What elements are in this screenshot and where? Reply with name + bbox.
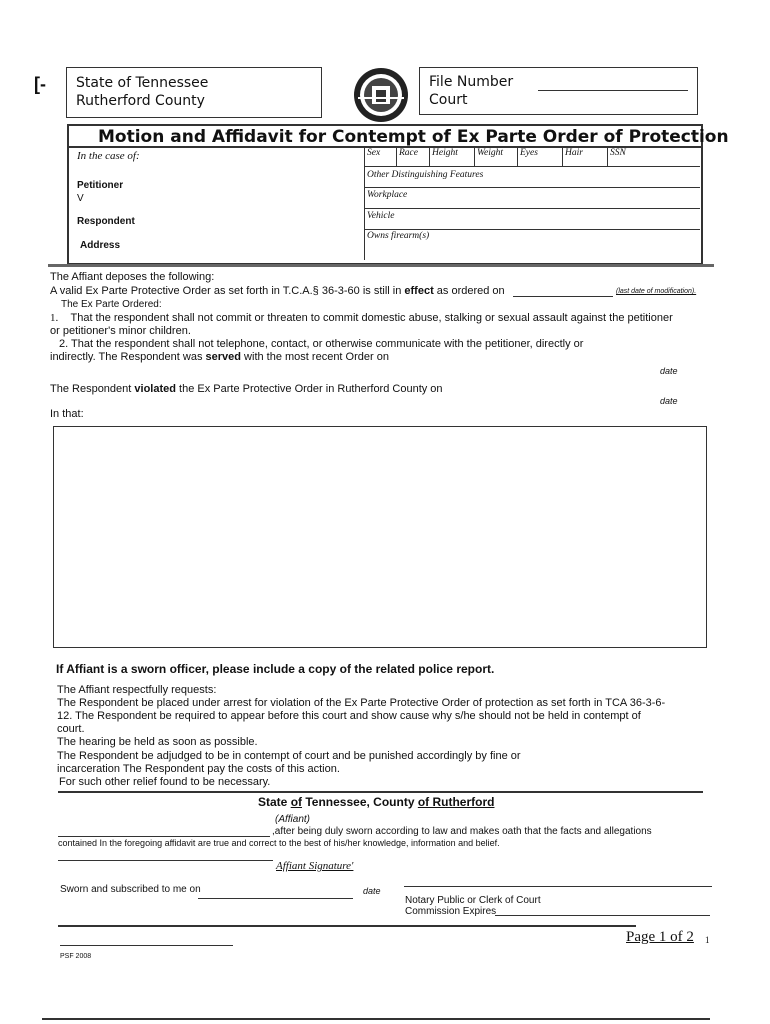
- grid-row: [364, 229, 700, 230]
- item2-pre: indirectly. The Respondent was: [50, 351, 206, 363]
- date-label-1: date: [660, 366, 678, 376]
- state-line: State of Tennessee: [76, 75, 209, 91]
- oath-rule: [58, 791, 703, 793]
- affiant-label: (Affiant): [275, 814, 311, 825]
- grid-col: [562, 146, 563, 166]
- item1-text: That the respondent shall not commit or threaten to commit domestic abuse, stalking or sexual assault against the petitioner: [70, 312, 673, 324]
- features-cell[interactable]: Other Distinguishing Features: [367, 170, 484, 180]
- sworn-date-line[interactable]: [198, 898, 353, 899]
- valid-order-pre: A valid Ex Parte Protective Order as set forth in T.C.A.§ 36-3-60 is still in: [50, 285, 405, 297]
- modification-date-line[interactable]: [513, 296, 613, 297]
- bottom-rule: [42, 1018, 710, 1020]
- last-date-note: (last date of modification).: [616, 288, 697, 295]
- notary-label: Notary Public or Clerk of Court: [405, 895, 541, 906]
- valid-order-post: as ordered on: [433, 285, 505, 297]
- request-line: court.: [57, 723, 85, 735]
- descriptor-grid: [364, 146, 701, 260]
- grid-row: [364, 208, 700, 209]
- footer-short-line: [60, 945, 233, 946]
- violated-word: violated: [134, 383, 176, 395]
- affiant-deposes: The Affiant deposes the following:: [50, 271, 215, 283]
- petitioner-label: Petitioner: [77, 180, 124, 191]
- request-line: The Affiant respectfully requests:: [57, 684, 217, 696]
- race-cell[interactable]: Race: [399, 148, 418, 158]
- request-line: 12. The Respondent be required to appear before this court and show cause why s/he should not be held in contempt of: [57, 710, 641, 722]
- signature-line[interactable]: [58, 860, 273, 861]
- address-label: Address: [80, 240, 121, 251]
- state-mid: Tennessee, County: [302, 795, 418, 809]
- grid-row: [364, 187, 700, 188]
- date-label-2: date: [660, 396, 678, 406]
- grid-col: [396, 146, 397, 166]
- item2-post: with the most recent Order on: [241, 351, 389, 363]
- effect-word: effect: [404, 285, 434, 297]
- grid-row: [364, 166, 700, 167]
- county-seal: [352, 66, 410, 124]
- in-the-case-of: In the case of:: [77, 150, 140, 162]
- officer-note: If Affiant is a sworn officer, please include a copy of the related police report.: [56, 662, 495, 676]
- valid-order-line: [50, 285, 505, 298]
- file-number-box: [419, 67, 698, 115]
- state-pre: State: [258, 795, 291, 809]
- grid-col: [474, 146, 475, 166]
- item1-line-b: or petitioner's minor children.: [50, 325, 191, 337]
- height-cell[interactable]: Height: [432, 148, 458, 158]
- form-id: PSF 2008: [60, 953, 92, 960]
- commission-label: Commission Expires: [405, 906, 497, 917]
- county-of: of Rutherford: [417, 795, 495, 809]
- request-line: The Respondent be placed under arrest for violation of the Ex Parte Protective Order of protection as set forth in TCA 36-3-6-: [57, 697, 666, 709]
- request-line: The hearing be held as soon as possible.: [57, 736, 258, 748]
- violated-line: [50, 383, 443, 396]
- violated-post: the Ex Parte Protective Order in Rutherford County on: [175, 383, 443, 395]
- firearms-cell[interactable]: Owns firearm(s): [367, 231, 430, 241]
- corner-mark: [-: [34, 74, 46, 94]
- served-word: served: [205, 351, 241, 363]
- oath-text-2: contained In the foregoing affidavit are true and correct to the best of his/her knowledge, information and belief.: [58, 838, 500, 848]
- affiant-signature-label: Affiant Signature': [276, 860, 354, 872]
- page-indicator: Page 1 of 2: [626, 929, 694, 945]
- ssn-cell[interactable]: SSN: [610, 148, 626, 158]
- affiant-name-line[interactable]: [58, 836, 270, 837]
- notary-signature-line[interactable]: [404, 886, 712, 887]
- sworn-label: Sworn and subscribed to me on: [60, 884, 201, 895]
- eyes-cell[interactable]: Eyes: [520, 148, 538, 158]
- request-line: The Respondent be adjudged to be in contempt of court and be punished accordingly by fine or: [57, 750, 521, 762]
- item2-line-b: [50, 351, 389, 364]
- weight-cell[interactable]: Weight: [477, 148, 504, 158]
- item2-line-a: 2. That the respondent shall not telephone, contact, or otherwise communicate with the petitioner, directly or: [59, 338, 584, 350]
- section-rule: [48, 264, 714, 267]
- sworn-date-label: date: [363, 886, 381, 896]
- request-line: incarceration The Respondent pay the costs of this action.: [57, 763, 340, 775]
- hair-cell[interactable]: Hair: [565, 148, 583, 158]
- sex-cell[interactable]: Sex: [367, 148, 381, 158]
- workplace-cell[interactable]: Workplace: [367, 190, 408, 200]
- request-line: For such other relief found to be necessary.: [59, 776, 271, 788]
- ex-parte-ordered: The Ex Parte Ordered:: [61, 299, 162, 310]
- page-mark: 1: [705, 935, 710, 945]
- file-number-line[interactable]: [538, 90, 688, 91]
- form-title: Motion and Affidavit for Contempt of Ex Parte Order of Protection: [98, 127, 729, 147]
- county-line: Rutherford County: [76, 93, 205, 109]
- grid-col: [607, 146, 608, 166]
- respondent-label: Respondent: [77, 216, 135, 227]
- narrative-box[interactable]: [53, 426, 707, 648]
- court-label: Court: [429, 92, 468, 108]
- commission-line[interactable]: [495, 915, 710, 916]
- state-of: of: [290, 795, 303, 809]
- v-label: V: [77, 193, 84, 204]
- grid-col: [517, 146, 518, 166]
- item1-line-a: [50, 312, 673, 325]
- footer-rule: [58, 925, 636, 927]
- in-that-label: In that:: [50, 408, 84, 420]
- file-number-label: File Number: [429, 74, 514, 90]
- state-county-heading: [258, 795, 494, 809]
- vehicle-cell[interactable]: Vehicle: [367, 211, 395, 221]
- state-county-box: [66, 67, 322, 118]
- grid-col: [429, 146, 430, 166]
- item1-num: 1.: [50, 312, 59, 324]
- oath-text: ,after being duly sworn according to law and makes oath that the facts and allegations: [272, 826, 652, 837]
- violated-pre: The Respondent: [50, 383, 135, 395]
